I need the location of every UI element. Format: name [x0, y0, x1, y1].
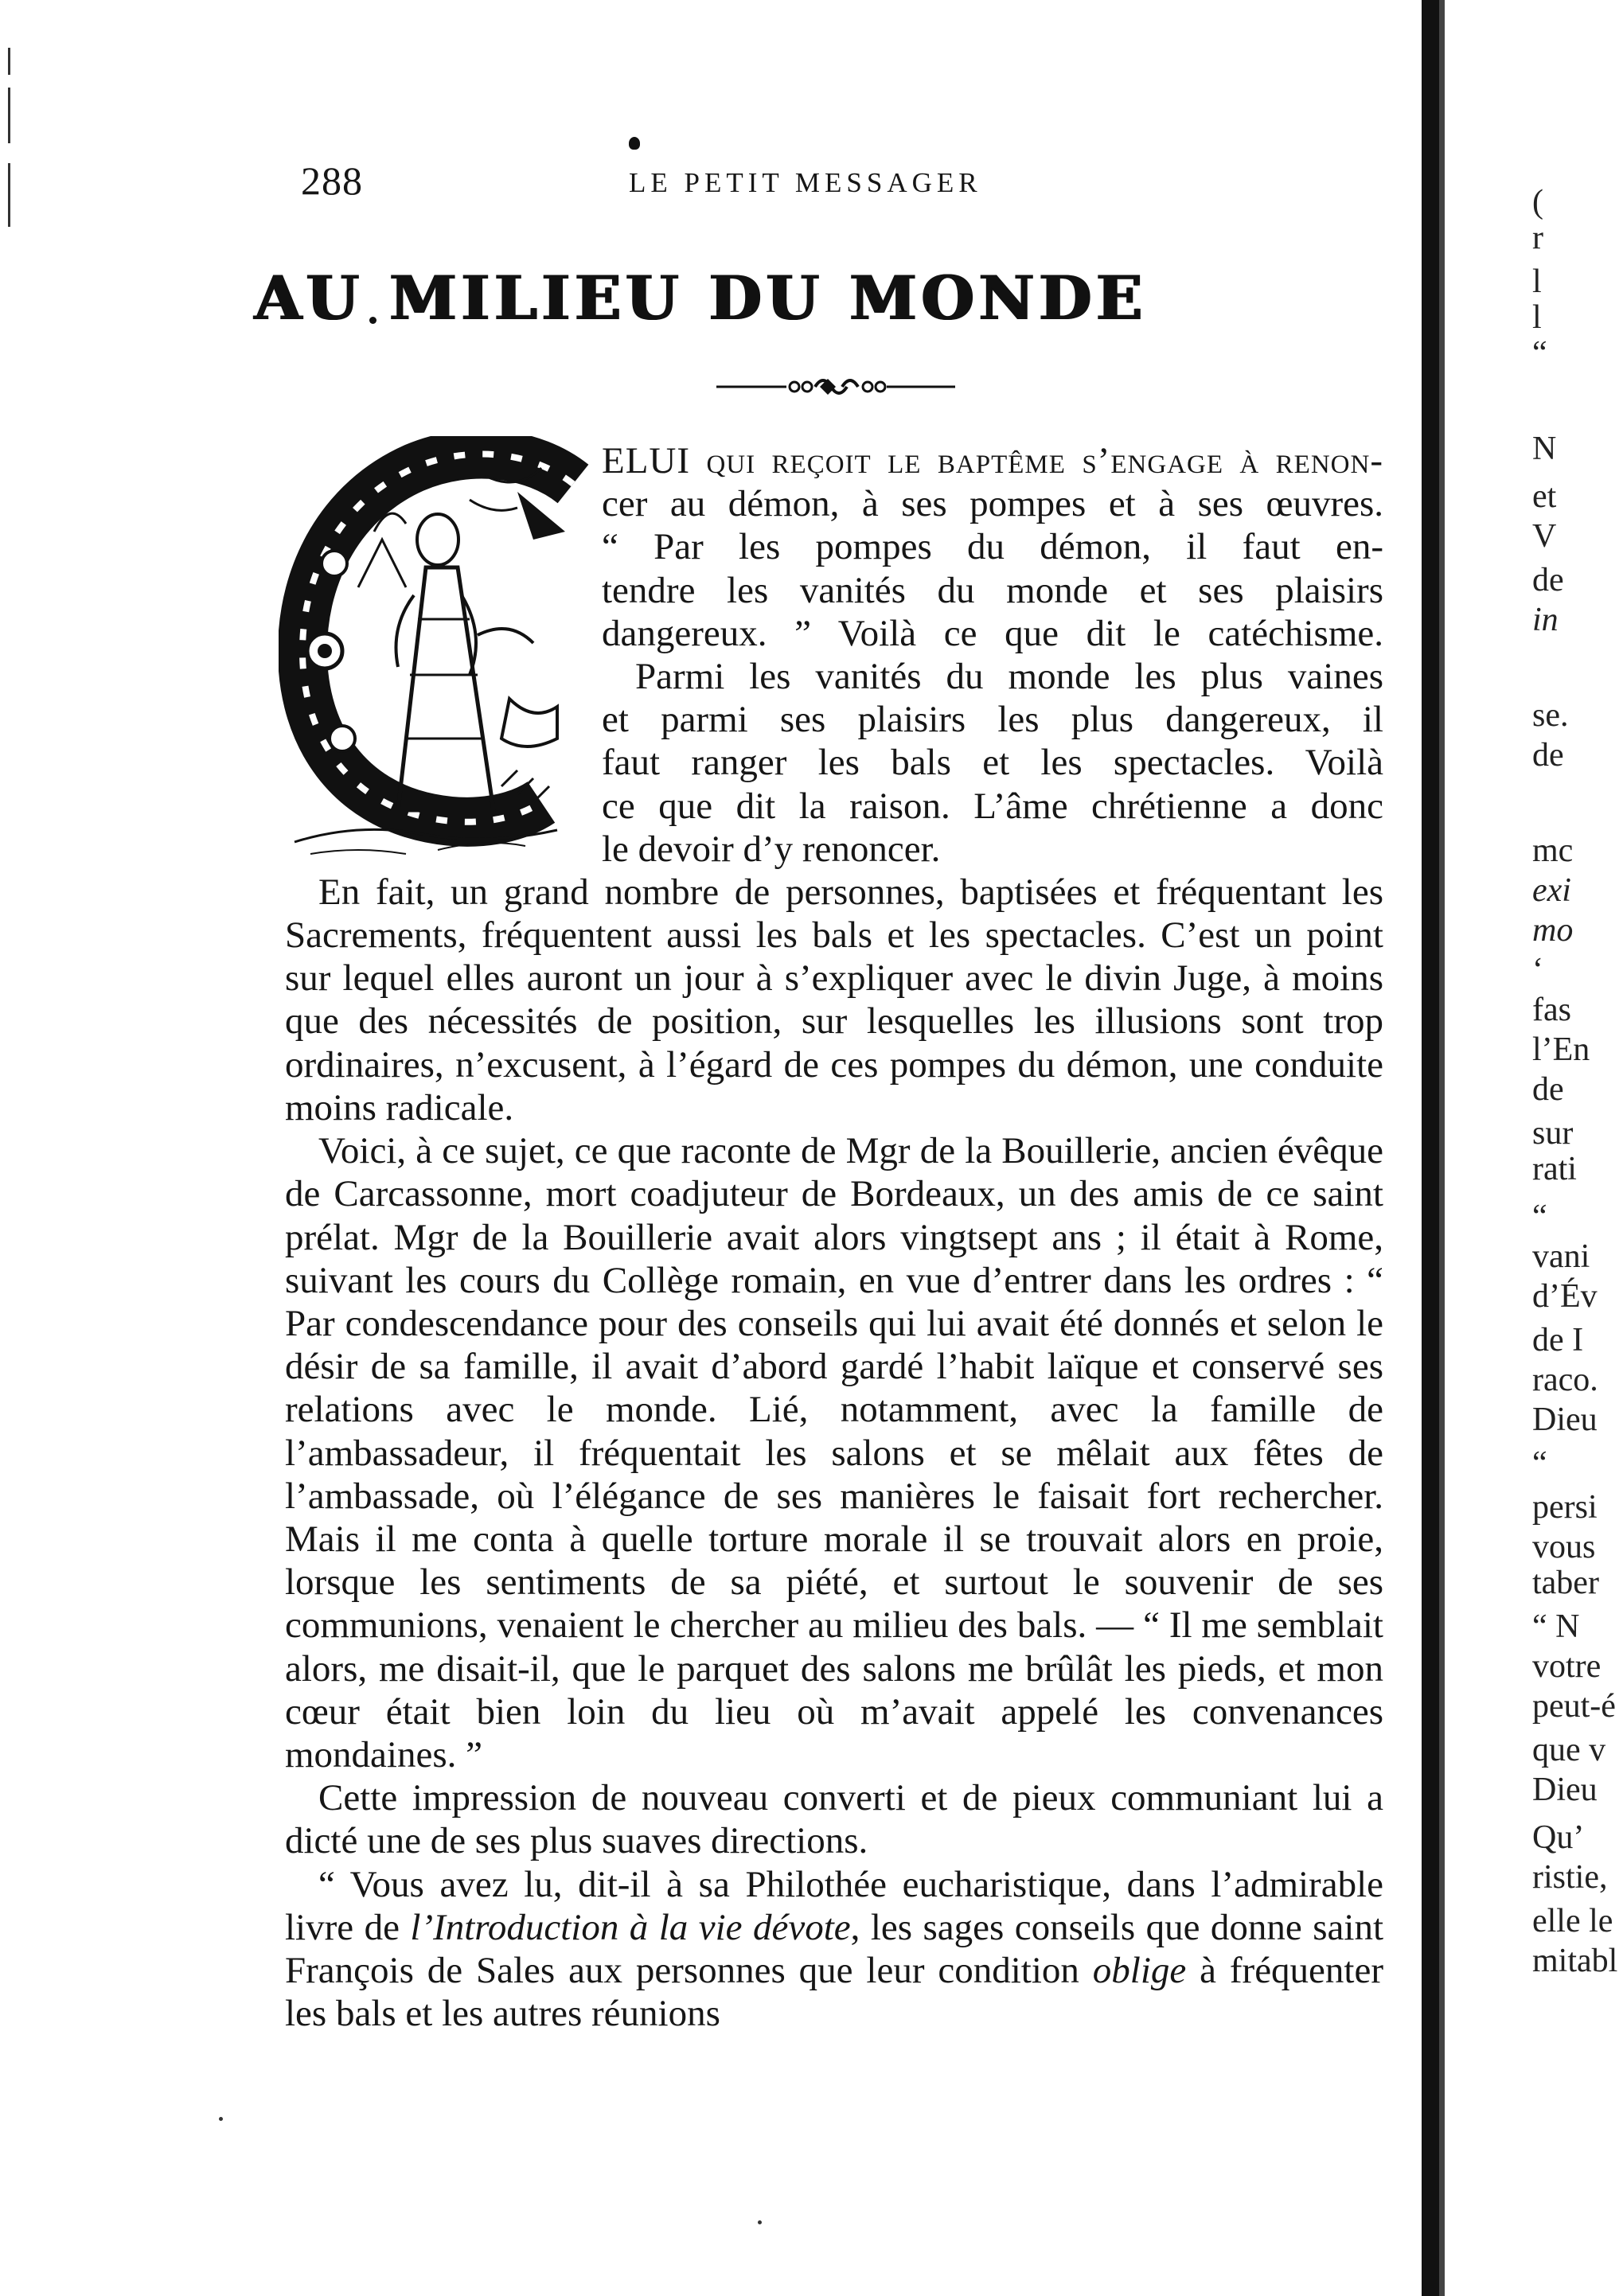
facing-page-line: “ N	[1532, 1608, 1580, 1645]
facing-page-line: (	[1532, 184, 1543, 220]
facing-page-line: votre	[1532, 1648, 1602, 1685]
facing-page-line: de	[1532, 562, 1564, 598]
running-title: LE PETIT MESSAGER	[629, 167, 982, 198]
facing-page-line: in	[1532, 602, 1559, 638]
facing-page-line: persi	[1532, 1489, 1598, 1526]
ink-dot	[629, 137, 640, 150]
facing-page-line: vani	[1532, 1238, 1590, 1275]
facing-page-line: l	[1532, 263, 1542, 300]
facing-page-line: de	[1532, 737, 1564, 774]
text-line: ce que dit la raison. L’âme chrétienne a donc	[602, 785, 1383, 827]
facing-page-line: taber	[1532, 1565, 1599, 1601]
facing-page-line: rati	[1532, 1151, 1577, 1187]
title-ornament	[716, 372, 955, 401]
facing-page-line: raco.	[1532, 1362, 1598, 1398]
facing-page-line: “	[1532, 335, 1547, 372]
facing-page-line: elle le	[1532, 1903, 1613, 1939]
facing-page-line: V	[1532, 518, 1557, 555]
facing-page-line: mo	[1532, 912, 1574, 949]
article-body	[285, 439, 1383, 2035]
text-line: et parmi ses plaisirs les plus dangereux, il	[602, 699, 1383, 741]
facing-page-line: peut-é	[1532, 1688, 1616, 1725]
facing-page-line: de	[1532, 1071, 1564, 1108]
facing-page-line: vous	[1532, 1529, 1596, 1565]
text-line: ELUI qui reçoit le baptême s’engage à renon-	[602, 440, 1383, 481]
page-number: 288	[301, 158, 363, 203]
facing-page-line: mc	[1532, 832, 1574, 869]
facing-page-fragment	[1532, 0, 1623, 2296]
facing-page-line: et	[1532, 478, 1557, 515]
paragraph: Voici, à ce sujet, ce que raconte de Mgr de la Bouillerie, ancien évêque de Carcassonne, mort coadjuteur de Bordeaux, un des amis de ce saint prélat. Mgr de la Bouillerie avait alors vingtsept ans ; il était à Rome, suivant les cours du Collège romain, en vue d’entrer dans les ordres : “ Par condescendance pour des conseils qui lui avait été donnés et selon le désir de sa famille, il avait d’abord gardé l’habit laïque et conservé ses relations avec le monde. Lié, notamment, avec la famille de l’ambassadeur, il fréquentait les salons et se mêlait aux fêtes de l’ambassade, où l’élégance de ses manières le faisait fort rechercher. Mais il me conta à quelle torture morale il se trouvait alors en proie, lorsque les sentiments de sa piété, et surtout le souvenir de ses communions, venaient le chercher au milieu des bals. — “ Il me semblait alors, me disait-il, que le parquet des salons me brûlât les pieds, et mon cœur était bien loin du lieu où m’avait appelé les convenances mondaines. ”	[285, 1130, 1383, 1776]
text-line: dangereux. ” Voilà ce que dit le catéchisme.	[602, 612, 1383, 654]
facing-page-line: l’En	[1532, 1031, 1590, 1068]
text-line: “ Par les pompes du démon, il faut en-	[602, 526, 1383, 568]
facing-page-line: “	[1532, 1199, 1547, 1235]
facing-page-line: ‘	[1532, 952, 1543, 988]
facing-page-line: ristie,	[1532, 1859, 1608, 1896]
article-title: AU MILIEU DU MONDE	[254, 263, 1147, 333]
paragraph-final: “ Vous avez lu, dit-il à sa Philothée eucharistique, dans l’admirable livre de l’Introduction à la vie dévote, les sages conseils que donne saint François de Sales aux personnes que leur condition oblige à fréquenter les bals et les autres réunions	[285, 1863, 1383, 2035]
scan-edge-mark	[8, 163, 10, 227]
facing-page-line: se.	[1532, 697, 1569, 734]
facing-page-line: exi	[1532, 872, 1571, 909]
facing-page-line: que v	[1532, 1732, 1606, 1768]
facing-page-line: “	[1532, 1445, 1547, 1482]
facing-page-line: Qu’	[1532, 1819, 1585, 1856]
facing-page-line: d’Év	[1532, 1278, 1598, 1315]
text-line: cer au démon, à ses pompes et à ses œuvres.	[602, 483, 1383, 525]
binding-gutter-shadow	[1439, 0, 1445, 2296]
facing-page-line: r	[1532, 220, 1543, 256]
facing-page-line: de I	[1532, 1322, 1584, 1358]
book-title: l’Introduction à la vie dévote	[410, 1906, 851, 1948]
text-line: Parmi les vanités du monde les plus vaines	[635, 655, 1383, 697]
text-line: faut ranger les bals et les spectacles. Voilà	[602, 742, 1383, 784]
text-line: le devoir d’y renoncer.	[602, 828, 941, 870]
scan-edge-mark	[8, 48, 10, 75]
emphasis: oblige	[1092, 1949, 1187, 1991]
scan-edge-mark	[8, 88, 10, 143]
ink-speck	[219, 2117, 223, 2121]
paragraph: En fait, un grand nombre de personnes, baptisées et fréquentant les Sacrements, fréquentent aussi les bals et les spectacles. C’est un point sur lequel elles auront un jour à s’expliquer avec le divin Juge, à moins que des nécessités de position, sur lesquelles les illusions sont trop ordinaires, n’excusent, à l’égard de ces pompes du démon, une conduite moins radicale.	[285, 871, 1383, 1129]
facing-page-line: Dieu	[1532, 1772, 1598, 1808]
facing-page-line: Dieu	[1532, 1401, 1598, 1438]
ink-speck	[758, 2220, 762, 2224]
facing-page-line: mitabl	[1532, 1943, 1618, 1979]
facing-page-line: fas	[1532, 992, 1571, 1028]
facing-page-line: N	[1532, 431, 1557, 467]
facing-page-line: sur	[1532, 1115, 1574, 1152]
text-line: tendre les vanités du monde et ses plaisirs	[602, 569, 1383, 611]
facing-page-line: l	[1532, 299, 1542, 336]
paragraph: Cette impression de nouveau converti et de pieux communiant lui a dicté une de ses plus suaves directions.	[285, 1777, 1383, 1862]
